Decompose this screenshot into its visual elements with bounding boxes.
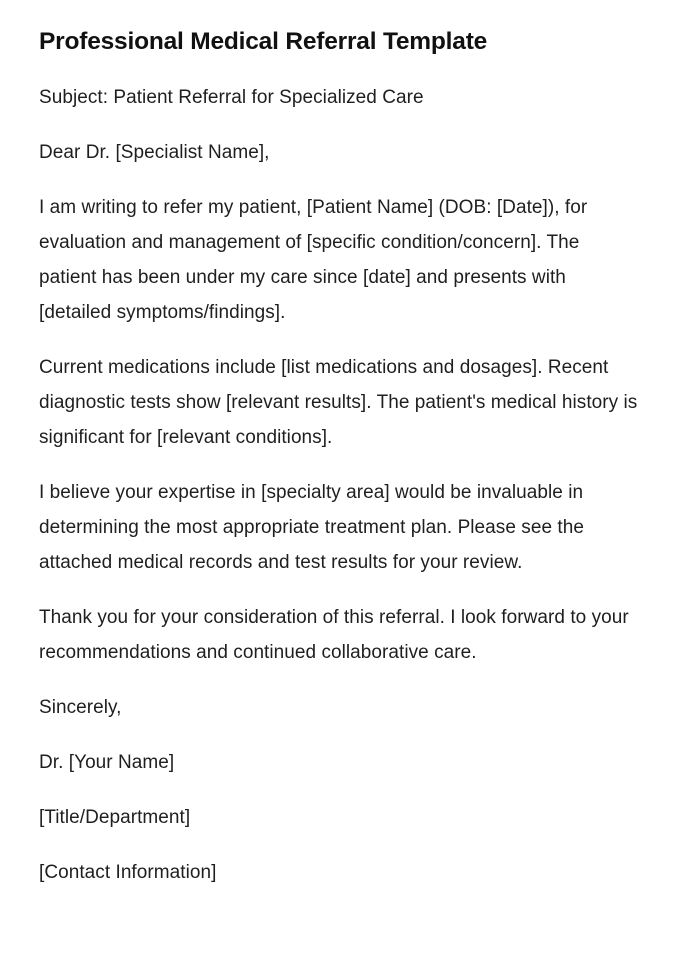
medications-history-paragraph: Current medications include [list medications and dosages]. Recent diagnostic tests show [relevant results]. The patient's medical history is significant for [relevant conditions].: [39, 357, 638, 448]
document-body: [39, 80, 660, 890]
signature-contact-information: [Contact Information]: [39, 862, 217, 883]
referral-intro-paragraph: I am writing to refer my patient, [Patient Name] (DOB: [Date]), for evaluation and management of [specific condition/concern]. The patient has been under my care since [date] and presents with [detailed symptoms/findings].: [39, 197, 588, 323]
salutation: Dear Dr. [Specialist Name],: [39, 142, 270, 163]
expertise-request-paragraph: I believe your expertise in [specialty area] would be invaluable in determining the most appropriate treatment plan. Please see the attached medical records and test results for your review.: [39, 482, 584, 573]
signature-name: Dr. [Your Name]: [39, 752, 175, 773]
closing-thanks-paragraph: Thank you for your consideration of this referral. I look forward to your recommendations and continued collaborative care.: [39, 607, 629, 663]
page-title: Professional Medical Referral Template: [39, 28, 488, 55]
subject-line: Subject: Patient Referral for Specialized Care: [39, 87, 424, 108]
sign-off: Sincerely,: [39, 697, 122, 718]
signature-title-department: [Title/Department]: [39, 807, 191, 828]
